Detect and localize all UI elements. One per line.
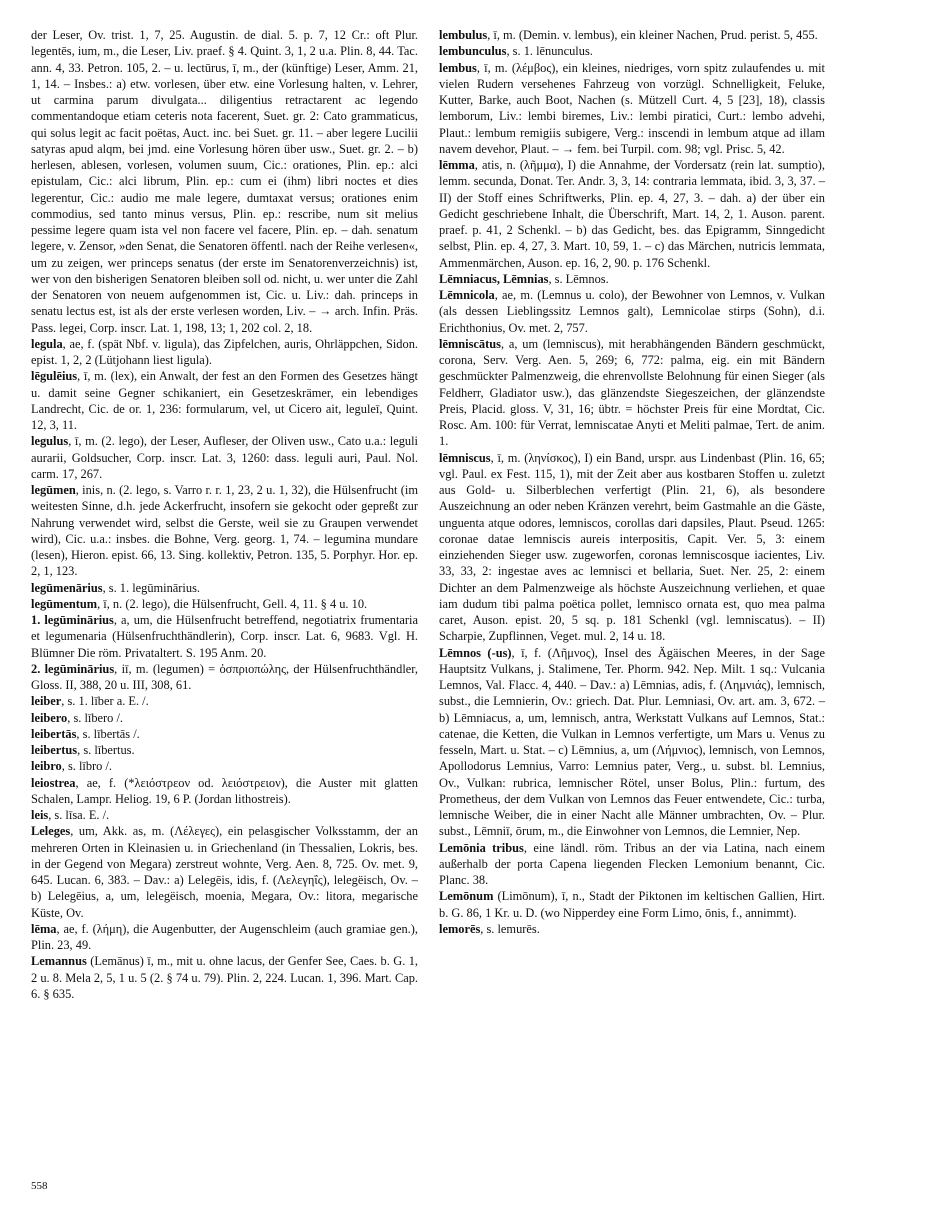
entry-text: , s. lībertās /. — [76, 726, 140, 741]
dictionary-entry — [439, 287, 825, 336]
dictionary-entry — [439, 27, 825, 43]
entry-headword: leiber — [31, 694, 62, 709]
dictionary-entry — [31, 775, 418, 808]
dictionary-entry — [439, 336, 825, 450]
entry-text: , s. lībro /. — [61, 759, 113, 774]
dictionary-entry — [31, 482, 418, 580]
entry-text: , s. lemurēs. — [480, 921, 540, 936]
dictionary-entry — [439, 888, 825, 921]
entry-headword: leibero — [31, 710, 68, 725]
dictionary-entry — [31, 368, 418, 433]
dictionary-entry — [31, 433, 418, 482]
right-column — [439, 27, 825, 937]
dictionary-entry — [31, 726, 418, 742]
dictionary-entry — [439, 450, 825, 645]
entry-headword: 2. legūminārius — [31, 661, 115, 676]
entry-headword: legūmenārius — [31, 580, 103, 595]
entry-headword: legūmen — [31, 483, 76, 497]
entry-headword: Lemōnum — [439, 889, 494, 904]
entry-text: , ae, f. (*λειόστρεον od. λειόστρειον), die Auster mit glatten Schalen, Lampr. Heliog. 19, 6 P. (Jordan lithostreis). — [31, 775, 418, 806]
entry-text: , ī, m. (2. lego), der Leser, Aufleser, der Oliven usw., Cato u.a.: leguli aurarii, Goldsucher, Corp. inscr. Lat. 3, 1260: dass. leguli auri, Paul. Nol. carm. 17, 267. — [31, 434, 418, 481]
entry-text: , s. līsa. E. /. — [48, 808, 110, 822]
entry-headword: Lēmniacus, Lēmnias — [439, 271, 549, 286]
dictionary-entry — [31, 742, 418, 758]
entry-text: , ī, m. (Demin. v. lembus), ein kleiner Nachen, Prud. perist. 5, 455. — [487, 28, 818, 42]
dictionary-entry — [31, 596, 418, 612]
entry-text: (Lemānus) ī, m., mit u. ohne lacus, der Genfer See, Caes. b. G. 1, 2 u. 8. Mela 2, 5, 1 u. 5 (2. § 74 u. 79). Plin. 2, 224. Lucan. 1, 396. Mart. Cap. 6. § 635. — [31, 954, 418, 1001]
page-number: 558 — [31, 1180, 48, 1192]
entry-headword: Lēmnos (-us) — [439, 645, 512, 660]
entry-text: , ae, f. (λήμη), die Augenbutter, der Augenschleim (auch gramiae gen.), Plin. 23, 49. — [31, 921, 418, 952]
entry-headword: lembunculus — [439, 44, 507, 59]
entry-text: , um, Akk. as, m. (Λέλεγες), ein pelasgischer Volksstamm, der an mehreren Orten in Kleinasien u. in Griechenland (in Thessalien, Lokris, bes. in der Gegend von Megara) zerstreut wohnte, Verg. Aen. 8, 725. Ov. met. 9, 645. Lucan. 6, 383. – Dav.: a) Lelegēis, idis, f. (Λελεγηΐς), lelegëisch, Ov. – b) Lelegēius, a, um, lelegëisch, moenia, Megara, Ov.: litora, megarische Küste, Ov. — [31, 824, 418, 920]
dictionary-entry — [439, 157, 825, 271]
entry-text: (Limōnum), ī, n., Stadt der Piktonen im keltischen Gallien, Hirt. b. G. 86, 1 Kr. u. D. (wo Nipperdey eine Form Limo, ōnis, f., annimmt). — [439, 889, 825, 920]
entry-headword: Lemōnia tribus — [439, 840, 524, 855]
dictionary-entry — [31, 807, 418, 823]
dictionary-entry — [439, 840, 825, 889]
entry-text: der Leser, Ov. trist. 1, 7, 25. Augustin. de dial. 5. p. 7, 12 Cr.: oft Plur. legentēs, ium, m., die Leser, Liv. praef. § 4. Quint. 3, 1, 2 u.a. Plin. 8, 44. Tac. ann. 4, 33. Petron. 105, 2. – u. lectūrus, ī, m., der (künftige) Leser, Amm. 21, 1, 14. – Insbes.: a) etw. vorlesen, über etw. eine Vorlesung halten, v. Lehrer, ut carmina parum divulgata... diligentius retractarent ac legendo commentandoque etiam ceteris nota facerent, Suet. gr. 2: Cato grammaticus, qui solus legit ac facit poëtas, Auct. inc. bei Suet. gr. 11. – aber legere Lucilii satyras apud alqm, bei jmd. eine Vorlesung hören über usw., Suet. gr. 2. – b) herlesen, ablesen, vorlesen, volumen suum, Cic.: orationes, Plin. ep.: alci epistulam, Cic.: alci librum, Plin. ep.: cum ei (ihm) libri noctes et dies legerentur, Cic.: audio me male legere, dumtaxat versus; orationes enim commodius, sed tanto minus versus, Plin. ep.: rescribe, num sit melius pessime legere quam ista vel non facere vel facere, Plin. ep. – dah. senatum legere, v. Zensor, »den Senat, die Senatoren öffentl. nach der Reihe verlesen«, um zu zeigen, wer princeps senatus (der erste im Senatorenverzeichnis) ist, wer von den bisherigen Senatoren bleiben soll od. nicht, u. wer unter die Zahl der Senatoren von neuem aufgenommen ist, Cic. u. Liv.: dah. princeps in senatu lectus est, ist als der erste verlesen worden, Liv. – → arch. Infin. Präs. Pass. legei, Corp. inscr. Lat. 1, 198, 13; 1, 202 col. 2, 18. — [31, 28, 418, 335]
dictionary-entry — [31, 710, 418, 726]
dictionary-entry — [31, 27, 418, 336]
entry-headword: lemorēs — [439, 921, 481, 936]
entry-text: , atis, n. (λῆμμα), I) die Annahme, der Vordersatz (rein lat. sumptio), lemm. secunda, Donat. Ter. Andr. 3, 3, 14: contraria lemmata, ibid. 3, 3, 37. – II) der Stoff eines Schriftwerks, Plin. ep. 4, 27, 3. – dah. a) der über ein Gedicht geschriebene Inhalt, die Überschrift, Mart. 14, 2, 1. Auson. parent. praef. p. 41, 2 Schenkl. – b) das Gedicht, bes. das Epigramm, Sinngedicht selbst, Plin. ep. 4, 27, 3. Mart. 10, 59, 1. – c) das Märchen, nutricis lemmata, Ammenmärchen, Auson. ep. 16, 2, 90. p. 176 Schenkl. — [439, 158, 825, 270]
entry-text: , ī, m. (λέμβος), ein kleines, niedriges, vorn spitz zulaufendes u. mit vielen Rudern versehenes Fahrzeug von vorzügl. Schnelligkeit, Feluke, Kutter, Barke, auch Boot, Nachen (s. Mützell Curt. 4, 5 [23], 18), classis lemborum, Liv.: lembi biremes, Liv.: lembi piratici, Curt.: lembo advehi, Plaut.: lembum remigiis subigere, Verg.: inscendi in lembum atque ad illam navem devehor, Plaut. – → fem. bei Turpil. com. 98; vgl. Prisc. 5, 42. — [439, 60, 825, 156]
entry-text: , a, um (lemniscus), mit herabhängenden Bändern geschmückt, corona, Serv. Verg. Aen. 5, 269; 6, 772: palma, eig. ein mit Bändern geschmückter Palmenzweig, die ehrenvollste Belohnung für einen Sieger (als Feldherr, Gladiator usw.), das glänzendste Siegeszeichen, der glänzendste Preis, Placid. gloss. V, 31, 16; übtr. = höchster Preis für eine Mordtat, Cic. Rosc. Am. 100: für Verrat, lemniscatae Anyti et Meliti palmae, Tert. de anim. 1. — [439, 336, 825, 449]
dictionary-entry — [31, 758, 418, 774]
entry-text: , inis, n. (2. lego, s. Varro r. r. 1, 23, 2 u. 1, 32), die Hülsenfrucht (im weitesten Sinne, d.h. jede Ackerfrucht, insofern sie gekocht oder gepreßt zur Nahrung verwendet wird, selbst die Gerste, weil sie zu Graupen verwendet wird), Cic. u.a.: insbes. die Bohne, Verg. georg. 1, 74. – legumina mundare (lesen), Hieron. epist. 66, 13. Sing. kollektiv, Petron. 135, 5. Porphyr. Hor. ep. 2, 1, 123. — [31, 483, 418, 579]
entry-text: , s. 1. lēnunculus. — [506, 44, 593, 59]
entry-text: , eine ländl. röm. Tribus an der via Latina, nach einem außerhalb der porta Capena liegenden Flecken Lemonium benannt, Cic. Planc. 38. — [439, 840, 825, 887]
entry-headword: Lēmnicola — [439, 288, 495, 302]
dictionary-entry — [31, 336, 418, 369]
dictionary-entry — [31, 612, 418, 661]
dictionary-entry — [31, 823, 418, 921]
entry-headword: legulus — [31, 434, 69, 449]
dictionary-entry — [31, 661, 418, 694]
entry-headword: legula — [31, 336, 63, 351]
entry-text: , a, um, die Hülsenfrucht betreffend, negotiatrix frumentaria et legumenaria (Hülsenfruchthändlerin), Corp. inscr. Lat. 6, 9683. Vgl. H. Blümner Die röm. Privataltert. S. 195 Anm. 20. — [31, 613, 418, 660]
dictionary-entry — [31, 693, 418, 709]
entry-headword: Lemannus — [31, 954, 87, 969]
dictionary-entry — [31, 953, 418, 1002]
entry-text: , ī, f. (Λῆμνος), Insel des Ägäischen Meeres, in der Sage Hauptsitz Vulkans, j. Stalimene, Ter. Phorm. 942. Nep. Milt. 1 sq.: Vulcania Lemnos, Val. Flacc. 4, 440. – Dav.: a) Lēmnias, adis, f. (Λημνιάς), lemnisch, subst., die Lemnierin, Ov.: griech. Dat. Plur. Lemniasi, Ov. art. am. 3, 672. – b) Lēmniacus, a, um, lemnisch, antra, Werkstatt Vulkans auf Lemnos, Stat.: catenae, die Ketten, die Vulkan in Lemnos verfertigte, um Mars u. Venus zu fesseln, Mart. u. Stat. – c) Lēmnius, a, um (Λήμνιος), lemnisch, von Lemnos, Apollodorus Lemnius, Varro: Lemnius pater, Verg., u. subst. bl. Lemnius, Ov., Vulkan: rubrica, lemnischer Rötel, unser Bolus, Plin.: furtum, des Prometheus, der dem Vulkan von Lemnos das Feuer entwendete, Cic.: turba, lemnische Weiber, die in einer Nacht alle Männer umbrachten, Ov. – Plur. subst., Lēmniī, ōrum, m., die Einwohner von Lemnos, die Lemnier, Nep. — [439, 645, 825, 839]
entry-text: , iī, m. (legumen) = ὀσπριοπώλης, der Hülsenfruchthändler, Gloss. II, 388, 20 u. III, 308, 61. — [31, 661, 418, 692]
entry-text: , ae, m. (Lemnus u. colo), der Bewohner von Lemnos, v. Vulkan (als dessen Lieblingssitz Lemnos galt), Lemnicolae stirps (Sohn), d.i. Erichthonius, Ov. met. 2, 757. — [439, 288, 825, 335]
dictionary-entry — [439, 60, 825, 158]
entry-text: , ī, n. (2. lego), die Hülsenfrucht, Gell. 4, 11. § 4 u. 10. — [97, 596, 368, 611]
entry-text: , s. 1. legūminārius. — [102, 580, 200, 595]
entry-headword: lembus — [439, 60, 477, 75]
entry-text: , ī, m. (ληνίσκος), I) ein Band, urspr. aus Lindenbast (Plin. 16, 65; vgl. Paul. ex Fest. 115, 1), mit der Zeit aber aus kostbaren Stoffen u. zuletzt aus Gold- u. Silberblechen verfertigt (Plin. 21, 6), als besondere Auszeichnung an oder neben Kränzen verehrt, beim Gastmahle an die Gäste, unguenta atque odores, lemniscos, corollas dari dapsiles, Plaut. Pseud. 1265: coronae datae lemniscis aureis interpositis, Capit. Ver. 5, 3: einem einziehenden Sieger usw. zugeworfen, coronas lemniscosque iacientes, Liv. 33, 33, 2: ingestae aves ac lemnisci et bellaria, Suet. Ner. 25, 2: einem Dichter an dem Palmenzweige als höchste Auszeichnung verliehen, et quae iam dudum tibi palma poëtica pollet, lemnisco ornata est, quo mea palma caret, Auson. epist. 20, 5 sq. p. 181 Schenkl (vgl. lemniscatus). – II) Scharpie, Zupflinnen, Veget. mul. 2, 14 u. 18. — [439, 450, 825, 644]
entry-text: , s. lībero /. — [67, 710, 124, 725]
entry-headword: lēma — [31, 921, 57, 936]
entry-headword: Leleges — [31, 824, 71, 839]
dictionary-entry — [31, 921, 418, 954]
entry-headword: lēmniscātus — [439, 336, 501, 351]
entry-headword: leibro — [31, 759, 62, 774]
entry-headword: 1. legūminārius — [31, 613, 114, 627]
left-column — [31, 27, 418, 1002]
dictionary-entry — [439, 921, 825, 937]
entry-headword: leibertās — [31, 726, 77, 741]
entry-headword: lēmma — [439, 158, 475, 172]
dictionary-entry — [439, 271, 825, 287]
entry-text: , s. 1. līber a. E. /. — [61, 694, 149, 709]
entry-text: , s. lībertus. — [77, 743, 135, 757]
entry-headword: legūmentum — [31, 596, 98, 611]
entry-text: , ī, m. (lex), ein Anwalt, der fest an den Formen des Gesetzes hängt u. damit seine Gegner schikaniert, ein Gesetzeskrämer, ein lebendiges Landrecht, Cic. de or. 1, 236: formularum, vel, ut Cicero ait, leguleī, Quint. 12, 3, 11. — [31, 369, 418, 432]
entry-headword: leibertus — [31, 743, 78, 757]
entry-headword: lembulus — [439, 28, 488, 42]
entry-headword: leiostrea — [31, 775, 76, 790]
dictionary-entry — [31, 580, 418, 596]
dictionary-entry — [439, 645, 825, 840]
dictionary-entry — [439, 43, 825, 59]
entry-headword: lēgulēius — [31, 369, 78, 384]
entry-headword: lēmniscus — [439, 450, 491, 465]
entry-headword: leis — [31, 808, 49, 822]
entry-text: , ae, f. (spät Nbf. v. ligula), das Zipfelchen, auris, Ohrläppchen, Sidon. epist. 1, 2, 2 (Lütjohann liest ligula). — [31, 336, 418, 367]
entry-text: , s. Lēmnos. — [548, 271, 609, 286]
